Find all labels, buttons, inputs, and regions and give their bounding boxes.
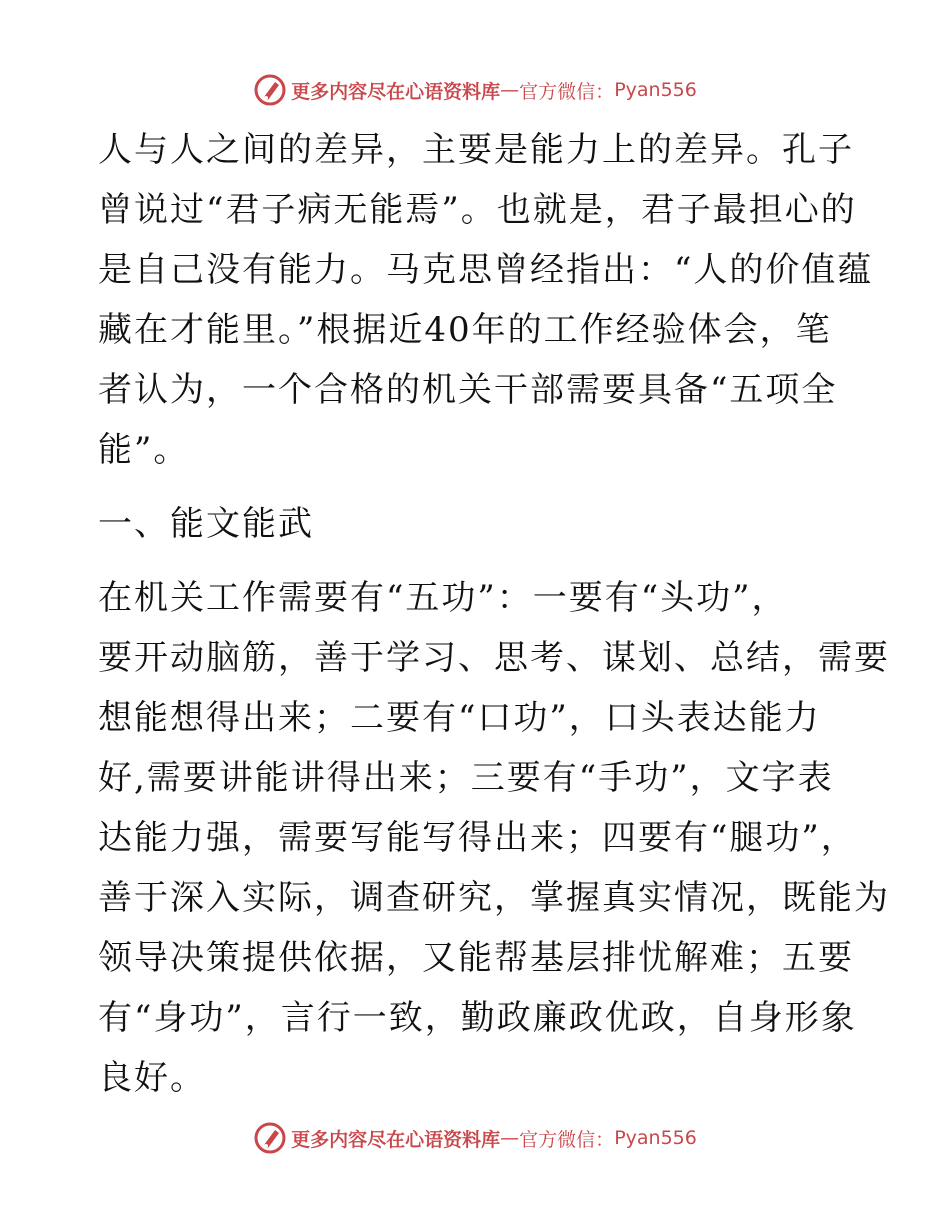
text-line: 曾说过“君子病无能焉”。也就是，君子最担心的 [98,190,857,230]
watermark-account: Pyan556 [614,1127,697,1149]
text-line: 善于深入实际，调查研究，掌握真实情况，既能为 [98,878,890,918]
watermark-text: 更多内容尽在心语资料库 [291,80,501,103]
pen-nib-circle-icon [253,1121,287,1155]
heading-line: 一、能文能武 [98,504,314,544]
text-line: 有“身功”，言行一致，勤政廉政优政，自身形象 [98,998,857,1038]
text-line: 是自己没有能力。马克思曾经指出：“人的价值蕴 [98,250,874,290]
text-line: 藏在才能里。”根据近40年的工作经验体会，笔 [98,310,832,350]
watermark-dash: — [500,1127,520,1149]
watermark-label: 官方微信： [519,80,615,103]
text-line: 想能想得出来；二要有“口功”，口头表达能力 [98,698,821,738]
paragraph-five-skills [98,568,890,1108]
watermark-dash: — [500,79,520,101]
section-heading [98,494,850,554]
header-watermark [0,70,950,110]
text-line: 人与人之间的差异，主要是能力上的差异。孔子 [98,130,854,170]
text-line: 良好。 [98,1058,206,1098]
text-line: 者认为，一个合格的机关干部需要具备“五项全 [98,370,838,410]
text-line: 好,需要讲能讲得出来；三要有“手功”，文字表 [98,758,834,798]
watermark-account: Pyan556 [614,79,697,101]
footer-watermark [0,1118,950,1158]
text-line: 领导决策提供依据，又能帮基层排忧解难；五要 [98,938,854,978]
document-body [98,120,890,1108]
text-line: 达能力强，需要写能写得出来；四要有“腿功”， [98,818,857,858]
paragraph-intro [98,120,874,480]
pen-nib-circle-icon [253,73,287,107]
text-line: 在机关工作需要有“五功”：一要有“头功”， [98,578,788,618]
text-line: 能”。 [98,430,190,470]
watermark-label: 官方微信： [519,1128,615,1151]
watermark-text: 更多内容尽在心语资料库 [291,1128,501,1151]
text-line: 要开动脑筋，善于学习、思考、谋划、总结，需要 [98,638,890,678]
